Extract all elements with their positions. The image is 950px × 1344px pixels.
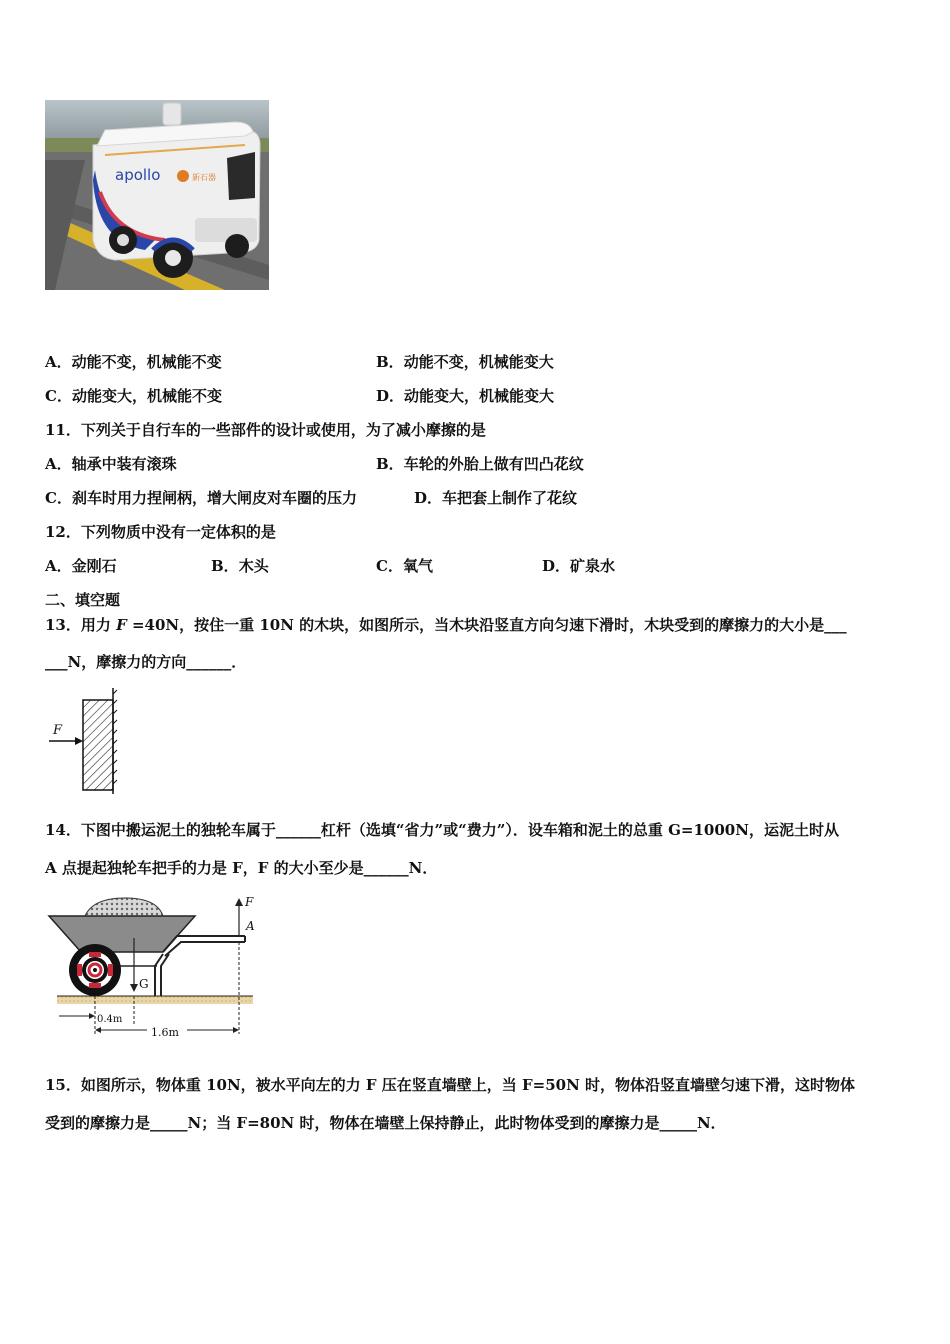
q14-line1: 14．下图中搬运泥土的独轮车属于______杠杆（选填“省力”或“费力”）．设车箱和泥土的总重 G=1000N，运泥土时从 [45,821,839,839]
q11-option-b[interactable]: B．车轮的外胎上做有凹凸花纹 [376,455,584,473]
q10-option-b[interactable]: B．动能不变，机械能变大 [376,353,554,371]
ground [57,996,253,1004]
force-arrow-icon [75,737,83,745]
soil-heap [85,898,163,916]
dim-1-6m: 1.6m [151,1026,179,1039]
robot-brand-text: apollo [115,166,161,184]
barrow-tub [49,916,195,952]
q12-stem: 12．下列物质中没有一定体积的是 [45,523,276,541]
q14-wheelbarrow-figure [45,892,265,1044]
q12-option-c[interactable]: C．氧气 [376,557,433,575]
dim-0-4m: 0.4m [97,1014,123,1025]
q12-option-b[interactable]: B．木头 [211,557,269,575]
q12-option-a[interactable]: A．金刚石 [45,557,117,575]
label-f: F [245,895,254,909]
q11-stem: 11．下列关于自行车的一些部件的设计或使用，为了减小摩擦的是 [45,421,486,439]
lift-force-arrow-icon [235,898,243,906]
wooden-block [83,700,113,790]
q13-block-figure [45,686,125,796]
q13-force-symbol: F [116,616,127,634]
q11-option-a[interactable]: A．轴承中装有滚珠 [45,455,177,473]
gravity-arrow-icon [130,984,138,992]
q11-option-d[interactable]: D．车把套上制作了花纹 [414,489,578,507]
q15-line1: 15．如图所示，物体重 10N，被水平向左的力 F 压在竖直墙壁上，当 F=50N 时，物体沿竖直墙壁匀速下滑，这时物体 [45,1076,856,1094]
delivery-robot-photo [45,100,269,290]
label-a: A [246,919,255,933]
q14-line2: A 点提起独轮车把手的力是 F，F 的大小至少是______N． [45,859,438,877]
robot-logo-text: 新石器 [192,173,216,182]
q15-line2: 受到的摩擦力是_____N；当 F=80N 时，物体在墙壁上保持静止，此时物体受到的摩擦力是_____N． [45,1114,726,1132]
q13-line2: ___N，摩擦力的方向______． [45,653,247,671]
label-g: G [139,977,149,991]
q10-option-d[interactable]: D．动能变大，机械能变大 [376,387,555,405]
q10-option-a[interactable]: A．动能不变，机械能不变 [45,353,222,371]
q13-line1: 13．用力 F =40N，按住一重 10N 的木块，如图所示，当木块沿竖直方向匀速下滑时，木块受到的摩擦力的大小是___ [45,616,847,634]
q13-figure-f-label: F [53,723,63,738]
q12-option-d[interactable]: D．矿泉水 [542,557,616,575]
q10-option-c[interactable]: C．动能变大，机械能不变 [45,387,222,405]
q11-option-c[interactable]: C．刹车时用力捏闸柄，增大闸皮对车圈的压力 [45,489,357,507]
section-title: 二、填空题 [45,591,121,609]
